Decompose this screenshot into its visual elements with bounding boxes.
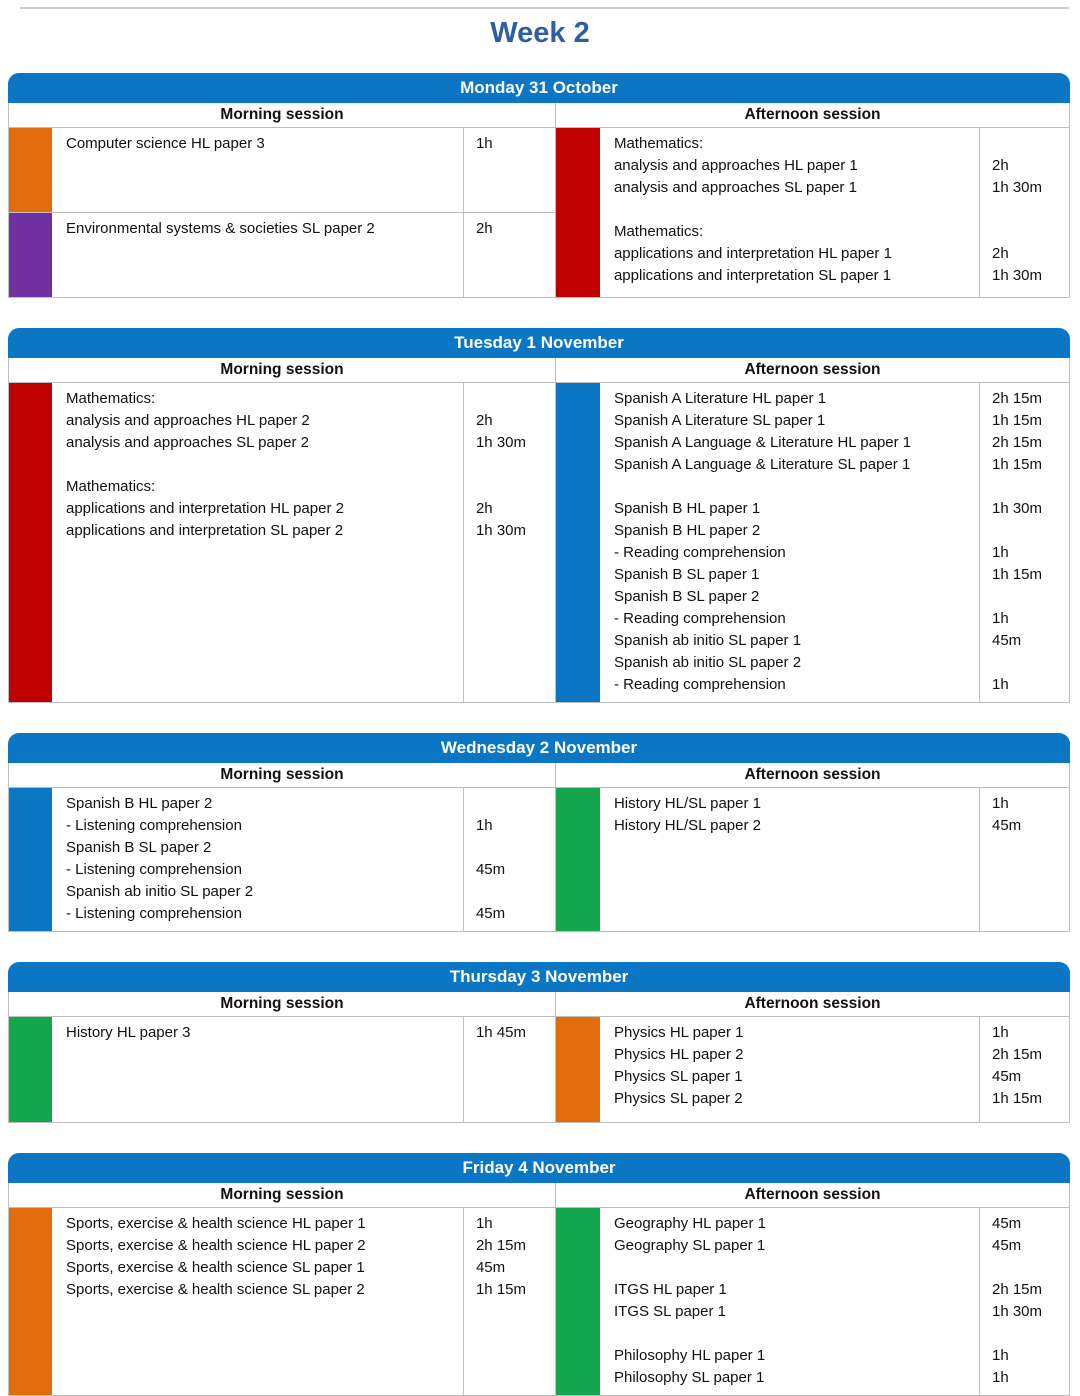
exam-name: analysis and approaches SL paper 1 <box>613 179 857 196</box>
duration-lines <box>463 213 555 297</box>
duration-lines <box>463 383 555 702</box>
exam-duration: 45m <box>991 632 1022 649</box>
session-headers-row <box>9 763 1069 788</box>
exam-duration <box>476 881 551 903</box>
session-row <box>9 1017 555 1122</box>
exam-name: Spanish B SL paper 2 <box>66 839 212 856</box>
exam-name: Sports, exercise & health science HL paper 2 <box>66 1237 366 1254</box>
exam-duration: 1h <box>991 676 1009 693</box>
exam-duration <box>992 199 1065 221</box>
exam-name: Spanish ab initio SL paper 2 <box>66 883 254 900</box>
session-morning <box>9 1208 555 1395</box>
exam-duration <box>476 388 551 410</box>
exam-name: - Listening comprehension <box>66 905 242 922</box>
exam-name: History HL/SL paper 1 <box>613 795 761 812</box>
session-header-morning: Morning session <box>220 995 344 1012</box>
exam-duration: 1h <box>991 1369 1009 1386</box>
exam-duration: 1h 15m <box>991 412 1043 429</box>
session-afternoon <box>555 1208 1069 1395</box>
session-row <box>556 1208 1069 1395</box>
exam-name <box>614 199 973 221</box>
exam-duration: 1h <box>475 135 493 152</box>
exam-name: Spanish A Literature HL paper 1 <box>613 390 827 407</box>
session-row <box>9 788 555 931</box>
duration-lines <box>463 788 555 931</box>
exam-lines <box>600 1208 979 1395</box>
exam-duration <box>992 1323 1065 1345</box>
session-afternoon <box>555 1017 1069 1122</box>
exam-name: Physics HL paper 2 <box>613 1046 744 1063</box>
session-row <box>556 1017 1069 1122</box>
exam-name: Physics SL paper 1 <box>613 1068 743 1085</box>
category-color-bar <box>556 788 600 931</box>
exam-duration <box>476 476 551 498</box>
session-headers-row <box>9 358 1069 383</box>
day-frame <box>8 1183 1070 1396</box>
exam-duration: 1h <box>991 795 1009 812</box>
exam-name: ITGS HL paper 1 <box>613 1281 727 1298</box>
day-body <box>9 128 1069 297</box>
day-body <box>9 383 1069 702</box>
duration-lines <box>463 1017 555 1122</box>
category-color-bar <box>556 128 600 297</box>
exam-lines <box>52 128 463 212</box>
duration-lines <box>979 788 1069 931</box>
exam-name: - Reading comprehension <box>613 610 786 627</box>
exam-name <box>614 476 973 498</box>
session-afternoon <box>555 128 1069 297</box>
exam-lines <box>600 788 979 931</box>
session-row <box>9 383 555 702</box>
exam-duration: 2h 15m <box>991 434 1043 451</box>
exam-duration <box>476 793 551 815</box>
exam-duration: 1h 45m <box>475 1024 527 1041</box>
session-row <box>556 788 1069 931</box>
session-header-afternoon: Afternoon session <box>555 1183 1069 1207</box>
day-frame <box>8 992 1070 1123</box>
day-body <box>9 788 1069 931</box>
exam-name: - Reading comprehension <box>613 676 786 693</box>
session-row <box>9 212 555 297</box>
day-table-thursday-3-november <box>8 962 1070 1123</box>
exam-name: Geography HL paper 1 <box>613 1215 767 1232</box>
session-header-afternoon: Afternoon session <box>555 763 1069 787</box>
exam-duration: 1h 15m <box>991 456 1043 473</box>
exam-name: Spanish B HL paper 1 <box>613 500 761 517</box>
day-header: Tuesday 1 November <box>8 328 1070 358</box>
exam-duration <box>992 476 1065 498</box>
exam-duration: 1h 30m <box>991 179 1043 196</box>
day-table-friday-4-november <box>8 1153 1070 1396</box>
day-body <box>9 1017 1069 1122</box>
exam-lines <box>52 1017 463 1122</box>
session-row <box>9 1208 555 1395</box>
exam-name: Spanish B HL paper 2 <box>613 522 761 539</box>
exam-name: applications and interpretation SL paper 2 <box>66 522 344 539</box>
exam-name <box>614 1257 973 1279</box>
exam-name: analysis and approaches SL paper 2 <box>66 434 309 451</box>
day-body <box>9 1208 1069 1395</box>
exam-duration: 2h <box>991 245 1009 262</box>
exam-duration: 45m <box>475 861 506 878</box>
exam-name: applications and interpretation SL paper 1 <box>613 267 892 284</box>
exam-duration <box>992 133 1065 155</box>
exam-duration <box>476 454 551 476</box>
exam-duration: 1h 30m <box>991 267 1043 284</box>
exam-duration: 1h 30m <box>475 434 527 451</box>
category-color-bar <box>9 1208 52 1395</box>
exam-name: analysis and approaches HL paper 2 <box>66 412 310 429</box>
exam-name: Philosophy SL paper 1 <box>613 1369 765 1386</box>
exam-name: Physics HL paper 1 <box>613 1024 744 1041</box>
exam-duration: 1h <box>991 1024 1009 1041</box>
exam-name: applications and interpretation HL paper 2 <box>66 500 344 517</box>
exam-duration: 1h <box>991 1347 1009 1364</box>
exam-name: - Listening comprehension <box>66 861 242 878</box>
category-color-bar <box>556 1017 600 1122</box>
exam-duration <box>476 837 551 859</box>
exam-duration: 1h 15m <box>991 566 1043 583</box>
duration-lines <box>463 128 555 212</box>
session-header-morning: Morning session <box>220 1186 344 1203</box>
exam-name: analysis and approaches HL paper 1 <box>613 157 858 174</box>
exam-name: - Listening comprehension <box>66 817 242 834</box>
exam-name: History HL paper 3 <box>66 1024 191 1041</box>
exam-duration: 2h <box>475 412 493 429</box>
session-header-morning: Morning session <box>220 766 344 783</box>
session-headers-row <box>9 103 1069 128</box>
exam-name: Environmental systems & societies SL paper 2 <box>66 220 375 237</box>
top-rule <box>20 7 1069 9</box>
exam-name: - Reading comprehension <box>613 544 786 561</box>
day-header: Wednesday 2 November <box>8 733 1070 763</box>
exam-name: Mathematics: <box>613 223 704 240</box>
exam-duration: 1h 15m <box>991 1090 1043 1107</box>
day-header: Thursday 3 November <box>8 962 1070 992</box>
exam-duration: 2h <box>991 157 1009 174</box>
exam-lines <box>600 383 979 702</box>
exam-duration: 1h 30m <box>991 500 1043 517</box>
exam-name: History HL/SL paper 2 <box>613 817 761 834</box>
category-color-bar <box>9 383 52 702</box>
duration-lines <box>979 1208 1069 1395</box>
exam-name: Geography SL paper 1 <box>613 1237 766 1254</box>
day-table-tuesday-1-november <box>8 328 1070 703</box>
exam-name: Spanish B SL paper 1 <box>613 566 760 583</box>
session-headers-row <box>9 1183 1069 1208</box>
exam-duration: 2h 15m <box>991 1046 1043 1063</box>
duration-lines <box>979 383 1069 702</box>
session-morning <box>9 1017 555 1122</box>
duration-lines <box>463 1208 555 1395</box>
exam-duration: 2h 15m <box>991 390 1043 407</box>
exam-name: Spanish A Language & Literature SL paper 1 <box>613 456 911 473</box>
exam-lines <box>52 213 463 297</box>
exam-name: Spanish A Language & Literature HL paper 1 <box>613 434 912 451</box>
exam-name: Spanish B HL paper 2 <box>66 795 213 812</box>
exam-duration: 1h <box>475 1215 493 1232</box>
exam-lines <box>52 788 463 931</box>
exam-name: Sports, exercise & health science SL paper 2 <box>66 1281 365 1298</box>
category-color-bar <box>9 788 52 931</box>
session-headers-row <box>9 992 1069 1017</box>
session-header-afternoon: Afternoon session <box>555 992 1069 1016</box>
exam-name: Computer science HL paper 3 <box>66 135 265 152</box>
exam-duration <box>992 520 1065 542</box>
session-morning <box>9 788 555 931</box>
exam-name: Mathematics: <box>66 390 156 407</box>
exam-name: Physics SL paper 2 <box>613 1090 743 1107</box>
session-afternoon <box>555 788 1069 931</box>
exam-duration <box>992 652 1065 674</box>
category-color-bar <box>556 1208 600 1395</box>
day-header: Monday 31 October <box>8 73 1070 103</box>
exam-lines <box>52 1208 463 1395</box>
day-frame <box>8 358 1070 703</box>
exam-lines <box>52 383 463 702</box>
exam-name <box>66 454 457 476</box>
category-color-bar <box>556 383 600 702</box>
exam-name: Spanish A Literature SL paper 1 <box>613 412 826 429</box>
exam-duration: 45m <box>991 1237 1022 1254</box>
exam-duration: 1h <box>991 544 1009 561</box>
session-header-afternoon: Afternoon session <box>555 103 1069 127</box>
session-row <box>9 128 555 212</box>
exam-duration: 45m <box>475 1259 506 1276</box>
exam-duration: 2h <box>475 220 493 237</box>
session-morning <box>9 383 555 702</box>
exam-duration: 1h 30m <box>475 522 527 539</box>
exam-duration: 45m <box>991 1068 1022 1085</box>
exam-name: Philosophy HL paper 1 <box>613 1347 766 1364</box>
exam-duration <box>992 1257 1065 1279</box>
exam-duration: 2h 15m <box>991 1281 1043 1298</box>
exam-duration: 1h <box>991 610 1009 627</box>
exam-name <box>614 1323 973 1345</box>
exam-lines <box>600 128 979 297</box>
duration-lines <box>979 128 1069 297</box>
page-title: Week 2 <box>490 17 590 49</box>
exam-name: applications and interpretation HL paper 1 <box>613 245 892 262</box>
exam-duration: 45m <box>991 817 1022 834</box>
exam-name: Mathematics: <box>66 478 156 495</box>
day-tables-container <box>8 73 1070 1396</box>
day-frame <box>8 763 1070 932</box>
duration-lines <box>979 1017 1069 1122</box>
category-color-bar <box>9 1017 52 1122</box>
exam-name: Spanish ab initio SL paper 2 <box>613 654 802 671</box>
exam-name: Spanish ab initio SL paper 1 <box>613 632 802 649</box>
exam-name: Sports, exercise & health science HL paper 1 <box>66 1215 366 1232</box>
exam-duration: 2h <box>475 500 493 517</box>
session-row <box>556 128 1069 297</box>
exam-duration <box>992 221 1065 243</box>
exam-duration: 2h 15m <box>475 1237 527 1254</box>
day-table-wednesday-2-november <box>8 733 1070 932</box>
session-row <box>556 383 1069 702</box>
exam-name: ITGS SL paper 1 <box>613 1303 726 1320</box>
session-header-afternoon: Afternoon session <box>555 358 1069 382</box>
day-table-monday-31-october <box>8 73 1070 298</box>
exam-duration: 1h 15m <box>475 1281 527 1298</box>
exam-duration: 45m <box>475 905 506 922</box>
session-morning <box>9 128 555 297</box>
day-frame <box>8 103 1070 298</box>
exam-name: Sports, exercise & health science SL paper 1 <box>66 1259 365 1276</box>
exam-duration: 1h 30m <box>991 1303 1043 1320</box>
exam-name: Spanish B SL paper 2 <box>613 588 760 605</box>
day-header: Friday 4 November <box>8 1153 1070 1183</box>
session-afternoon <box>555 383 1069 702</box>
exam-name: Mathematics: <box>613 135 704 152</box>
session-header-morning: Morning session <box>220 361 344 378</box>
exam-duration: 45m <box>991 1215 1022 1232</box>
session-header-morning: Morning session <box>220 106 344 123</box>
exam-duration: 1h <box>475 817 493 834</box>
exam-duration <box>992 586 1065 608</box>
category-color-bar <box>9 128 52 212</box>
exam-lines <box>600 1017 979 1122</box>
category-color-bar <box>9 213 52 297</box>
